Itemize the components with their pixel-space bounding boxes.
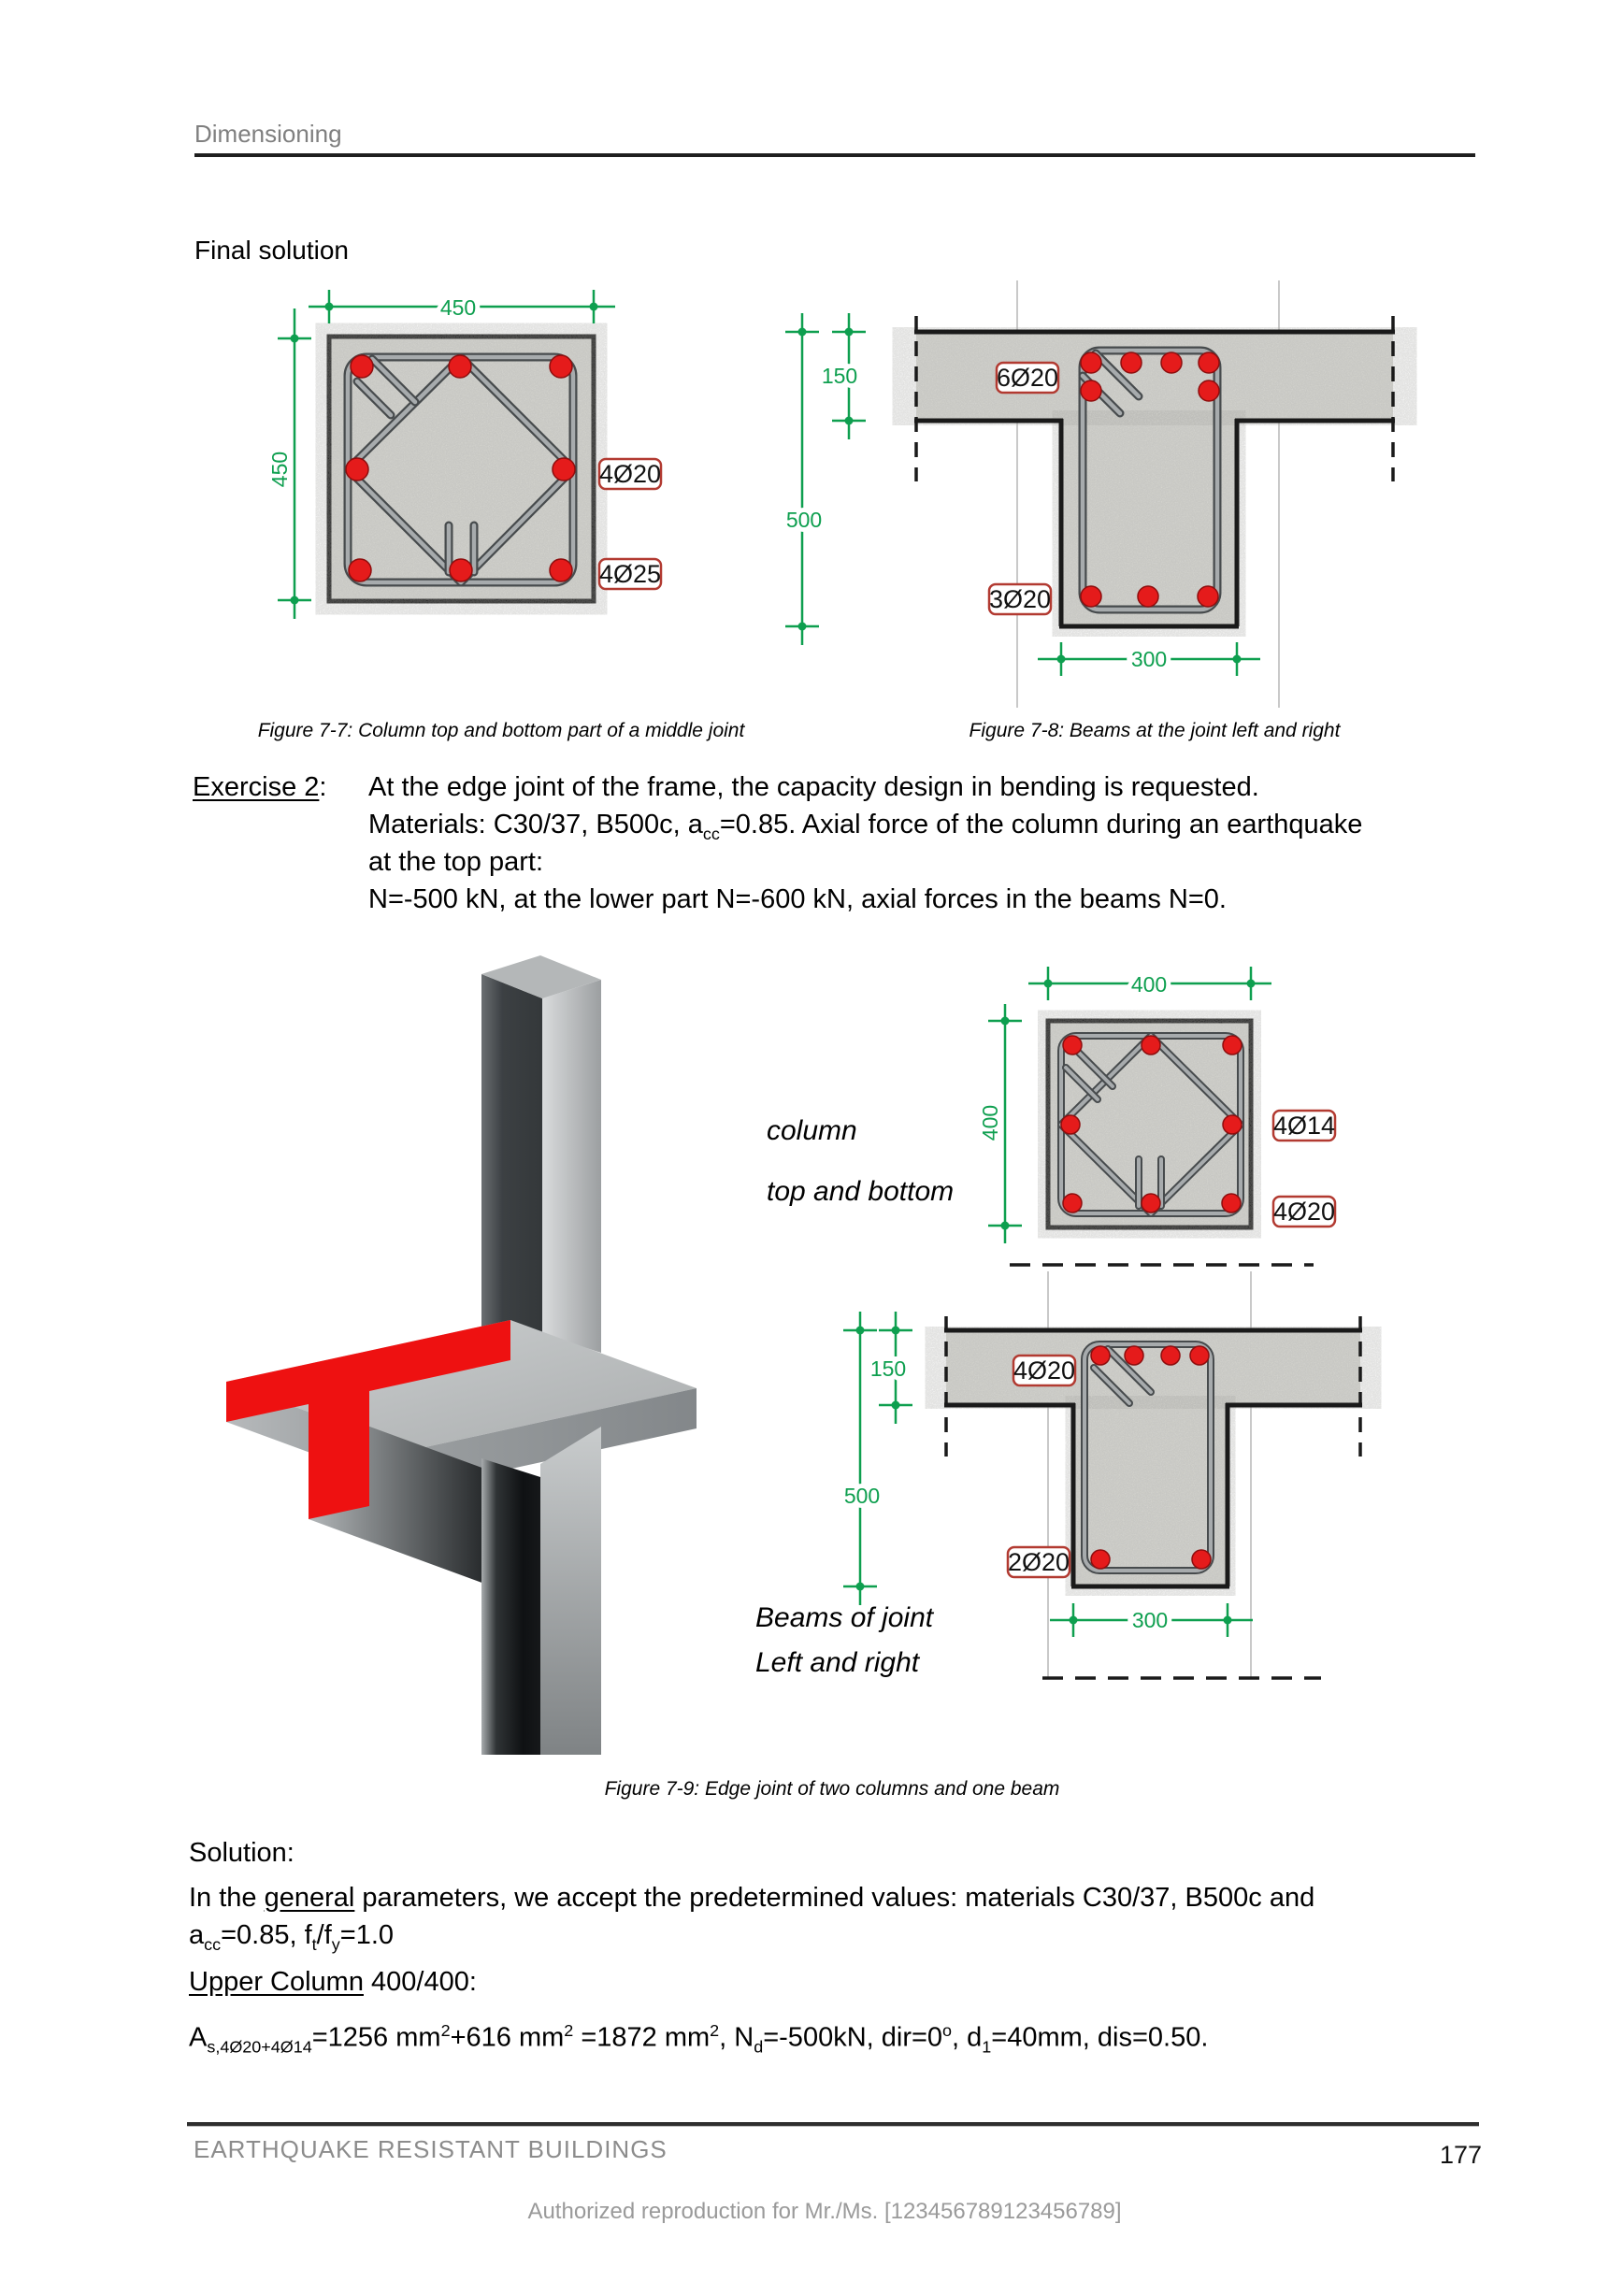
exercise-line-1: At the edge joint of the frame, the capacity design in bending is requested.: [368, 772, 1259, 802]
dim-width-400: 400: [1130, 972, 1168, 997]
solution-heading: Solution:: [189, 1838, 294, 1868]
footer-watermark: Authorized reproduction for Mr./Ms. [123456789123456789]: [527, 2199, 1122, 2224]
figure-7-8-beam-section: [785, 280, 1395, 708]
exercise-label: Exercise 2:: [193, 772, 327, 802]
svg-text:4Ø20: 4Ø20: [1013, 1356, 1076, 1385]
rebar-label-4d20: [1013, 1356, 1075, 1385]
figure-7-9-3d-render: [226, 955, 697, 1755]
svg-text:4Ø20: 4Ø20: [598, 460, 662, 488]
dim-150: 150: [821, 364, 858, 388]
svg-text:4Ø14: 4Ø14: [1272, 1112, 1336, 1140]
as-calculation-line: $A_{s,4Ø20+4Ø14}=1256$ $mm^2+616$ $mm^2 =1872$ $mm^2$, $N_d=-500kN$, $dir=0^o$, $d_1=40mm$, dis=0.50.: [189, 2021, 1209, 2057]
note-column: column: [767, 1115, 857, 1146]
exercise-line-4: N=-500 kN, at the lower part N=-600 kN, axial forces in the beams N=0.: [368, 884, 1227, 914]
rebar-label-4d25: [599, 559, 661, 589]
page-header: Dimensioning: [194, 120, 342, 148]
upper-column-heading: Upper Column 400/400:: [189, 1967, 477, 1997]
svg-text:3Ø20: 3Ø20: [988, 585, 1052, 613]
figure-7-7-column-section: [267, 290, 661, 619]
header-rule: [194, 153, 1475, 157]
rebar-label-4d20: [1273, 1197, 1335, 1227]
dim-300: 300: [1130, 647, 1168, 671]
rebar-label-3d20: [989, 584, 1051, 614]
figure-7-8-caption: Figure 7-8: Beams at the joint left and right: [969, 720, 1341, 741]
dim-500: 500: [785, 508, 823, 532]
footer-page-number: 177: [1440, 2141, 1483, 2169]
figure-7-9-caption: Figure 7-9: Edge joint of two columns and one beam: [604, 1778, 1060, 1800]
upper-column-right-face: [542, 980, 601, 1353]
final-solution-heading: Final solution: [194, 236, 349, 265]
solution-line-1: In the general parameters, we accept the predetermined values: materials C30/37, B500c and: [189, 1883, 1315, 1913]
note-beams-of-joint: Beams of joint: [755, 1602, 934, 1633]
dim-500: 500: [843, 1484, 881, 1508]
rebar-label-2d20: [1008, 1547, 1070, 1577]
dim-300: 300: [1131, 1608, 1169, 1632]
dim-width-450: 450: [439, 295, 477, 320]
upper-column-left-face: [481, 974, 542, 1360]
rebar-label-4d14: [1273, 1111, 1335, 1141]
exercise-line-3: at the top part:: [368, 847, 544, 877]
lower-column-left-face: [481, 1458, 540, 1755]
dim-height-450: 450: [267, 451, 292, 488]
svg-text:6Ø20: 6Ø20: [996, 364, 1059, 392]
footer-book-title: EARTHQUAKE RESISTANT BUILDINGS: [194, 2135, 668, 2163]
lower-column-right-face: [540, 1427, 601, 1755]
figure-7-7-caption: Figure 7-7: Column top and bottom part of a middle joint: [257, 720, 745, 741]
rebar-label-4d20: [599, 459, 661, 489]
solution-line-2: $a_{cc}=0.85$, $f_t/f_y=1.0$: [189, 1920, 395, 1954]
note-left-and-right: Left and right: [755, 1647, 920, 1678]
dim-150: 150: [869, 1356, 907, 1381]
dim-height-400: 400: [978, 1104, 1002, 1141]
figure-7-9-column-section: [978, 967, 1335, 1265]
footer-rule: [187, 2122, 1479, 2127]
svg-text:4Ø20: 4Ø20: [1272, 1198, 1336, 1226]
note-top-and-bottom: top and bottom: [767, 1176, 955, 1207]
exercise-line-2: Materials: C30/37, B500c, $a_{cc}=0.85$. Axial force of the column during an earthquake: [368, 810, 1363, 843]
svg-text:4Ø25: 4Ø25: [598, 560, 662, 588]
rebar-label-6d20: [997, 363, 1058, 393]
svg-text:2Ø20: 2Ø20: [1007, 1548, 1070, 1576]
